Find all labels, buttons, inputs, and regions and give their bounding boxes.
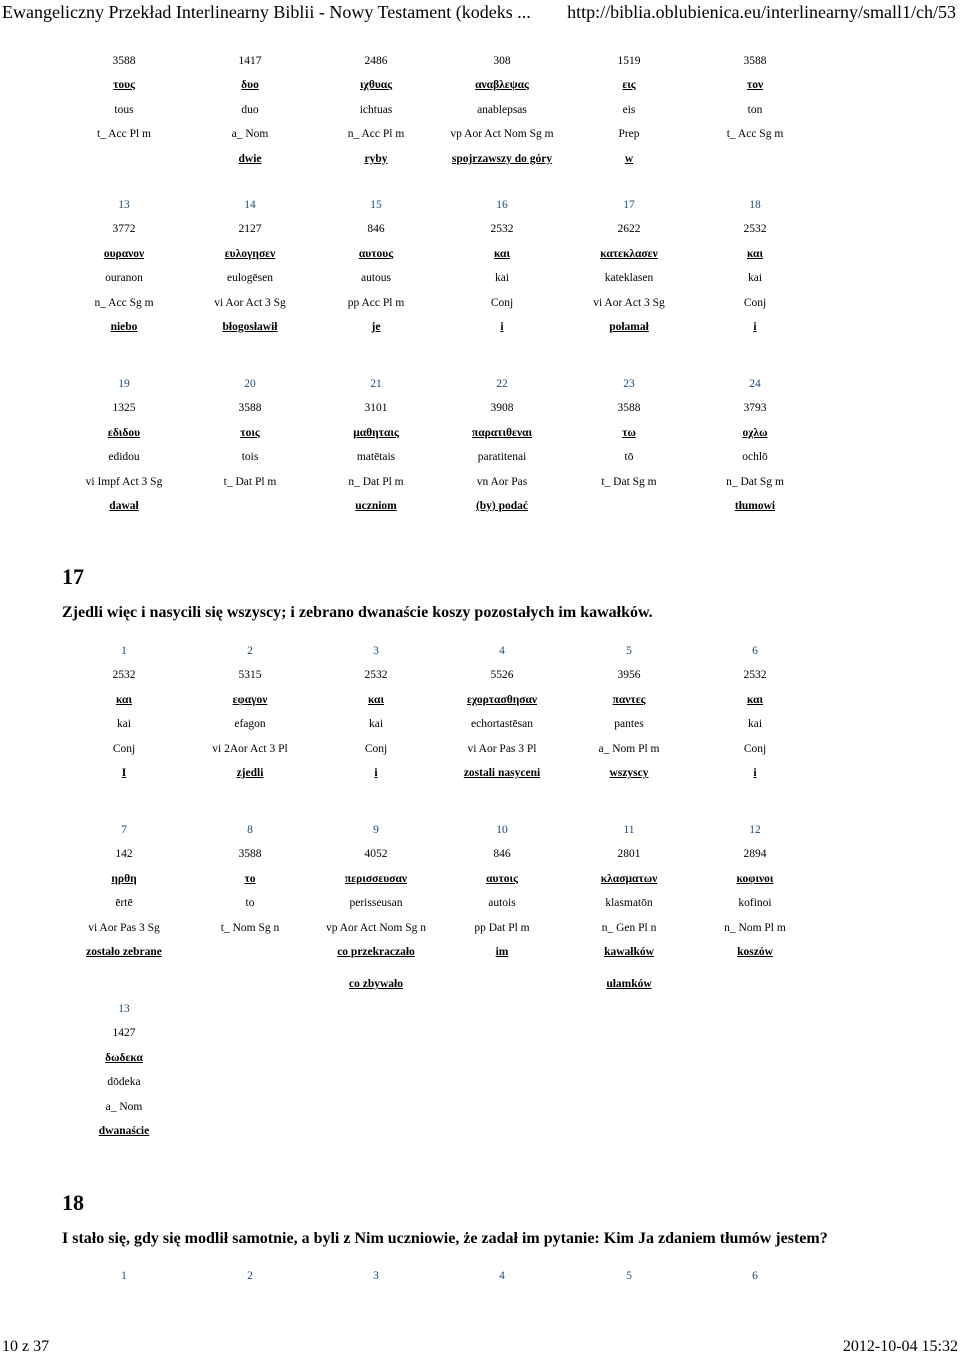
cell-strong: 1417 bbox=[238, 55, 262, 67]
cell-greek[interactable]: δυο bbox=[241, 79, 259, 92]
cell-greek[interactable]: το bbox=[244, 872, 256, 885]
interlinear-row-morph bbox=[0, 1098, 960, 1122]
cell-num: 14 bbox=[244, 199, 256, 211]
verse-text: I stało się, gdy się modlił samotnie, a byli z Nim uczniowie, że zadał im pytanie: Kim Ja zdaniem tłumów jestem? bbox=[62, 1230, 828, 1247]
cell-pl[interactable]: dawał bbox=[109, 499, 139, 512]
cell-greek[interactable]: περισσευσαν bbox=[344, 872, 408, 885]
interlinear-row-pl bbox=[0, 150, 960, 174]
cell-greek[interactable]: τους bbox=[113, 79, 135, 92]
cell-strong: 2127 bbox=[238, 223, 262, 236]
interlinear-row-strong bbox=[0, 1024, 960, 1048]
cell-morph: a_ Nom bbox=[105, 1100, 143, 1113]
page-header bbox=[0, 0, 960, 30]
interlinear-row-translit bbox=[0, 269, 960, 293]
interlinear-row-morph bbox=[0, 473, 960, 497]
cell-morph: n_ Dat Pl m bbox=[348, 475, 404, 488]
cell-greek[interactable]: αναβλεψας bbox=[475, 79, 529, 92]
interlinear-row-pl bbox=[0, 764, 960, 788]
cell-strong: 2622 bbox=[617, 223, 641, 236]
cell-pl[interactable]: dwie bbox=[238, 152, 262, 165]
cell-num: 21 bbox=[370, 378, 382, 390]
cell-num: 23 bbox=[623, 378, 635, 390]
cell-pl[interactable]: uczniom bbox=[355, 499, 397, 512]
cell-translit: ochlō bbox=[742, 451, 768, 464]
interlinear-row-morph bbox=[0, 125, 960, 149]
cell-translit: kai bbox=[747, 718, 763, 731]
cell-translit: ouranon bbox=[105, 272, 143, 285]
cell-strong: 3588 bbox=[112, 55, 136, 67]
cell-translit: perisseusan bbox=[349, 897, 403, 910]
cell-translit: echortastēsan bbox=[471, 718, 533, 731]
cell-greek[interactable]: δωδεκα bbox=[105, 1051, 143, 1064]
cell-num: 6 bbox=[752, 1270, 758, 1282]
interlinear-row-strong bbox=[0, 399, 960, 423]
cell-num: 8 bbox=[247, 824, 253, 836]
interlinear-row-translit bbox=[0, 448, 960, 472]
cell-num: 2 bbox=[247, 645, 253, 657]
cell-morph: vi 2Aor Act 3 Pl bbox=[212, 742, 288, 755]
interlinear-block-3 bbox=[0, 375, 960, 521]
cell-pl[interactable]: ułamków bbox=[606, 978, 652, 991]
cell-num: 5 bbox=[626, 1270, 632, 1282]
page-footer bbox=[0, 1338, 960, 1356]
cell-pl[interactable]: i bbox=[753, 320, 757, 333]
interlinear-row-translit bbox=[0, 894, 960, 918]
interlinear-row-num bbox=[0, 821, 960, 845]
interlinear-row-strong bbox=[0, 845, 960, 869]
cell-greek[interactable]: παρατιθεναι bbox=[471, 426, 533, 439]
cell-greek[interactable]: ουρανον bbox=[103, 247, 145, 260]
cell-strong: 3588 bbox=[743, 55, 767, 67]
interlinear-row-greek bbox=[0, 870, 960, 894]
cell-num: 5 bbox=[626, 645, 632, 657]
interlinear-row-translit bbox=[0, 1073, 960, 1097]
cell-morph: pp Acc Pl m bbox=[347, 296, 405, 309]
cell-strong: 846 bbox=[367, 223, 385, 236]
cell-translit: autous bbox=[360, 272, 392, 285]
cell-strong: 3588 bbox=[617, 402, 641, 415]
cell-greek[interactable]: αυτους bbox=[358, 247, 394, 260]
cell-strong: 3588 bbox=[238, 848, 262, 861]
cell-greek[interactable]: και bbox=[493, 247, 511, 260]
cell-num: 1 bbox=[121, 645, 127, 657]
cell-strong: 2532 bbox=[364, 669, 388, 682]
cell-pl[interactable]: ryby bbox=[364, 152, 388, 165]
cell-strong: 3908 bbox=[490, 402, 514, 415]
cell-morph: vi Aor Pas 3 Sg bbox=[88, 921, 160, 934]
interlinear-row-num bbox=[0, 196, 960, 220]
cell-translit: eulogēsen bbox=[227, 272, 273, 285]
cell-morph: a_ Nom bbox=[231, 128, 269, 141]
cell-greek[interactable]: και bbox=[746, 693, 764, 706]
cell-pl[interactable]: niebo bbox=[110, 320, 138, 333]
cell-morph: t_ Acc Pl m bbox=[97, 128, 151, 141]
cell-greek[interactable]: ιχθυας bbox=[359, 79, 393, 92]
cell-strong: 1427 bbox=[112, 1027, 136, 1040]
cell-translit: kofinoi bbox=[738, 897, 772, 910]
cell-morph: n_ Gen Pl n bbox=[601, 921, 657, 934]
verse-number: 17 bbox=[62, 564, 84, 589]
interlinear-row-greek bbox=[0, 691, 960, 715]
cell-translit: autois bbox=[488, 897, 516, 910]
cell-translit: dōdeka bbox=[107, 1076, 141, 1089]
cell-greek[interactable]: και bbox=[367, 693, 385, 706]
interlinear-row-morph bbox=[0, 740, 960, 764]
cell-morph: pp Dat Pl m bbox=[474, 921, 530, 934]
cell-pl[interactable]: spojrzawszy do góry bbox=[451, 152, 553, 165]
cell-translit: eis bbox=[622, 103, 636, 116]
cell-num: 13 bbox=[118, 199, 130, 211]
interlinear-row-morph bbox=[0, 294, 960, 318]
interlinear-row-num bbox=[0, 642, 960, 666]
cell-num: 18 bbox=[749, 199, 761, 211]
cell-num: 4 bbox=[499, 645, 505, 657]
cell-strong: 5315 bbox=[238, 669, 262, 682]
cell-translit: tois bbox=[241, 451, 259, 464]
cell-greek[interactable]: ηρθη bbox=[111, 872, 137, 885]
cell-translit: edidou bbox=[108, 451, 140, 464]
cell-greek[interactable]: αυτοις bbox=[486, 872, 518, 885]
cell-num: 3 bbox=[373, 1270, 379, 1282]
interlinear-row-pl bbox=[0, 318, 960, 342]
cell-strong: 1519 bbox=[617, 55, 641, 67]
cell-greek[interactable]: κλασματων bbox=[600, 872, 658, 885]
cell-strong: 2801 bbox=[617, 848, 641, 861]
cell-pl[interactable]: zjedli bbox=[236, 766, 264, 779]
cell-greek[interactable]: παντες bbox=[612, 693, 646, 706]
cell-strong: 1325 bbox=[112, 402, 136, 415]
cell-num: 4 bbox=[499, 1270, 505, 1282]
verse-text: Zjedli więc i nasycili się wszyscy; i zebrano dwanaście koszy pozostałych im kawałków. bbox=[62, 604, 653, 621]
cell-num: 19 bbox=[118, 378, 130, 390]
page-counter: 10 z 37 bbox=[2, 1338, 50, 1355]
cell-morph: t_ Nom Sg n bbox=[220, 921, 280, 934]
interlinear-block-2 bbox=[0, 196, 960, 342]
cell-strong: 846 bbox=[493, 848, 511, 861]
cell-translit: kai bbox=[368, 718, 384, 731]
cell-num: 10 bbox=[496, 824, 508, 836]
interlinear-row-greek bbox=[0, 1049, 960, 1073]
cell-morph: Conj bbox=[743, 742, 767, 755]
cell-pl[interactable]: wszyscy bbox=[609, 766, 649, 779]
cell-strong: 4052 bbox=[364, 848, 388, 861]
cell-translit: duo bbox=[241, 103, 259, 116]
cell-translit: tō bbox=[624, 451, 634, 464]
interlinear-row-num bbox=[0, 1000, 960, 1024]
cell-num: 1 bbox=[121, 1270, 127, 1282]
cell-pl[interactable]: (by) podać bbox=[475, 499, 529, 512]
cell-num: 17 bbox=[623, 199, 635, 211]
cell-pl[interactable]: dwanaście bbox=[98, 1124, 150, 1137]
cell-pl[interactable]: i bbox=[374, 766, 378, 779]
cell-strong: 5526 bbox=[490, 669, 514, 682]
cell-morph: Conj bbox=[490, 296, 514, 309]
cell-morph: Prep bbox=[618, 128, 640, 141]
cell-greek[interactable]: μαθηταις bbox=[353, 426, 399, 439]
cell-num: 2 bbox=[247, 1270, 253, 1282]
cell-translit: paratitenai bbox=[477, 451, 527, 464]
interlinear-row-strong bbox=[0, 666, 960, 690]
interlinear-row-pl bbox=[0, 497, 960, 521]
cell-num: 7 bbox=[121, 824, 127, 836]
cell-strong: 2532 bbox=[490, 223, 514, 236]
cell-strong: 3588 bbox=[238, 402, 262, 415]
cell-greek[interactable]: κοφινοι bbox=[736, 872, 774, 885]
cell-pl[interactable]: w bbox=[624, 152, 634, 165]
cell-morph: n_ Dat Sg m bbox=[726, 475, 784, 488]
cell-greek[interactable]: οχλω bbox=[742, 426, 768, 439]
cell-num: 13 bbox=[118, 1003, 130, 1015]
cell-strong: 3101 bbox=[364, 402, 388, 415]
cell-translit: pantes bbox=[614, 718, 644, 731]
cell-pl[interactable]: i bbox=[753, 766, 757, 779]
cell-num: 24 bbox=[749, 378, 761, 390]
cell-pl[interactable]: im bbox=[495, 945, 509, 958]
print-datetime: 2012-10-04 15:32 bbox=[842, 1338, 958, 1355]
cell-pl[interactable]: co przekraczało bbox=[337, 945, 415, 958]
cell-morph: vi Aor Act 3 Sg bbox=[593, 296, 665, 309]
cell-translit: ērtē bbox=[115, 897, 133, 910]
interlinear-row-pl bbox=[0, 943, 960, 967]
interlinear-row-greek bbox=[0, 245, 960, 269]
cell-morph: vi Impf Act 3 Sg bbox=[85, 475, 163, 488]
cell-pl[interactable]: co zbywało bbox=[349, 978, 403, 991]
cell-greek[interactable]: τω bbox=[622, 426, 636, 439]
cell-translit: ichtuas bbox=[359, 103, 393, 116]
cell-pl[interactable]: i bbox=[500, 320, 504, 333]
cell-translit: to bbox=[245, 897, 255, 910]
interlinear-block-5 bbox=[0, 821, 960, 1000]
cell-strong: 3956 bbox=[617, 669, 641, 682]
cell-pl[interactable]: koszów bbox=[737, 945, 773, 958]
cell-morph: n_ Acc Pl m bbox=[347, 128, 405, 141]
interlinear-row-num bbox=[0, 375, 960, 399]
cell-morph: t_ Dat Pl m bbox=[223, 475, 277, 488]
cell-translit: kai bbox=[494, 272, 510, 285]
cell-morph: vi Aor Pas 3 Pl bbox=[467, 742, 537, 755]
cell-strong: 2894 bbox=[743, 848, 767, 861]
cell-pl[interactable]: połamał bbox=[609, 320, 649, 333]
cell-num: 22 bbox=[496, 378, 508, 390]
cell-morph: vp Aor Act Nom Sg n bbox=[326, 921, 426, 934]
cell-translit: kateklasen bbox=[604, 272, 654, 285]
cell-greek[interactable]: εφαγον bbox=[232, 693, 268, 706]
cell-greek[interactable]: εις bbox=[622, 79, 636, 92]
interlinear-block-1 bbox=[0, 52, 960, 174]
cell-greek[interactable]: εδιδου bbox=[107, 426, 141, 439]
cell-pl[interactable]: zostali nasyceni bbox=[463, 766, 541, 779]
cell-morph: Conj bbox=[364, 742, 388, 755]
cell-morph: vp Aor Act Nom Sg m bbox=[450, 128, 554, 141]
cell-strong: 3793 bbox=[743, 402, 767, 415]
cell-strong: 142 bbox=[115, 848, 133, 861]
cell-translit: kai bbox=[116, 718, 132, 731]
cell-greek[interactable]: κατεκλασεν bbox=[600, 247, 658, 260]
cell-pl[interactable]: I bbox=[121, 766, 127, 779]
cell-num: 3 bbox=[373, 645, 379, 657]
cell-translit: tous bbox=[114, 103, 134, 116]
interlinear-row-strong bbox=[0, 220, 960, 244]
cell-morph: Conj bbox=[112, 742, 136, 755]
cell-translit: anablepsas bbox=[477, 103, 527, 116]
cell-morph: t_ Acc Sg m bbox=[726, 128, 784, 141]
cell-morph: vn Aor Pas bbox=[476, 475, 528, 488]
page-url: http://biblia.oblubienica.eu/interlinearny/small1/ch/53 bbox=[567, 2, 956, 22]
cell-morph: t_ Dat Sg m bbox=[601, 475, 657, 488]
cell-num: 12 bbox=[749, 824, 761, 836]
interlinear-row-pl bbox=[0, 1122, 960, 1146]
cell-num: 20 bbox=[244, 378, 256, 390]
cell-translit: ton bbox=[747, 103, 763, 116]
cell-num: 11 bbox=[623, 824, 635, 836]
cell-pl[interactable]: zostało zebrane bbox=[86, 945, 162, 958]
cell-translit: kai bbox=[747, 272, 763, 285]
cell-morph: a_ Nom Pl m bbox=[598, 742, 660, 755]
cell-strong: 3772 bbox=[112, 223, 136, 236]
cell-strong: 2532 bbox=[743, 223, 767, 236]
verse-number: 18 bbox=[62, 1190, 84, 1215]
cell-strong: 2486 bbox=[364, 55, 388, 67]
cell-num: 9 bbox=[373, 824, 379, 836]
interlinear-block-4 bbox=[0, 642, 960, 788]
interlinear-block-6 bbox=[0, 1000, 960, 1146]
interlinear-row-translit bbox=[0, 101, 960, 125]
interlinear-row-greek bbox=[0, 76, 960, 100]
cell-pl[interactable]: je bbox=[371, 320, 381, 333]
cell-greek[interactable]: και bbox=[115, 693, 133, 706]
interlinear-row-morph bbox=[0, 919, 960, 943]
cell-morph: Conj bbox=[743, 296, 767, 309]
cell-greek[interactable]: τον bbox=[746, 79, 764, 92]
cell-translit: efagon bbox=[234, 718, 266, 731]
cell-pl[interactable]: kawałków bbox=[604, 945, 654, 958]
interlinear-block-7 bbox=[0, 1267, 960, 1291]
cell-greek[interactable]: τοις bbox=[240, 426, 260, 439]
interlinear-row-translit bbox=[0, 715, 960, 739]
cell-strong: 308 bbox=[493, 55, 511, 67]
cell-num: 6 bbox=[752, 645, 758, 657]
cell-strong: 2532 bbox=[112, 669, 136, 682]
cell-translit: klasmatōn bbox=[605, 897, 653, 910]
cell-greek[interactable]: και bbox=[746, 247, 764, 260]
interlinear-row-strong bbox=[0, 52, 960, 76]
cell-morph: n_ Nom Pl m bbox=[724, 921, 786, 934]
cell-pl[interactable]: błogosławił bbox=[222, 320, 278, 333]
interlinear-row-num bbox=[0, 1267, 960, 1291]
cell-translit: matētais bbox=[356, 451, 396, 464]
cell-num: 15 bbox=[370, 199, 382, 211]
cell-morph: n_ Acc Sg m bbox=[94, 296, 154, 309]
cell-strong: 2532 bbox=[743, 669, 767, 682]
page-title: Ewangeliczny Przekład Interlinearny Biblii - Nowy Testament (kodeks ... bbox=[2, 2, 531, 22]
cell-pl[interactable]: tłumowi bbox=[734, 499, 776, 512]
cell-greek[interactable]: εχορτασθησαν bbox=[466, 693, 538, 706]
interlinear-row-greek bbox=[0, 424, 960, 448]
interlinear-row-pl bbox=[0, 975, 960, 999]
cell-greek[interactable]: ευλογησεν bbox=[224, 247, 276, 260]
cell-morph: vi Aor Act 3 Sg bbox=[214, 296, 286, 309]
cell-num: 16 bbox=[496, 199, 508, 211]
